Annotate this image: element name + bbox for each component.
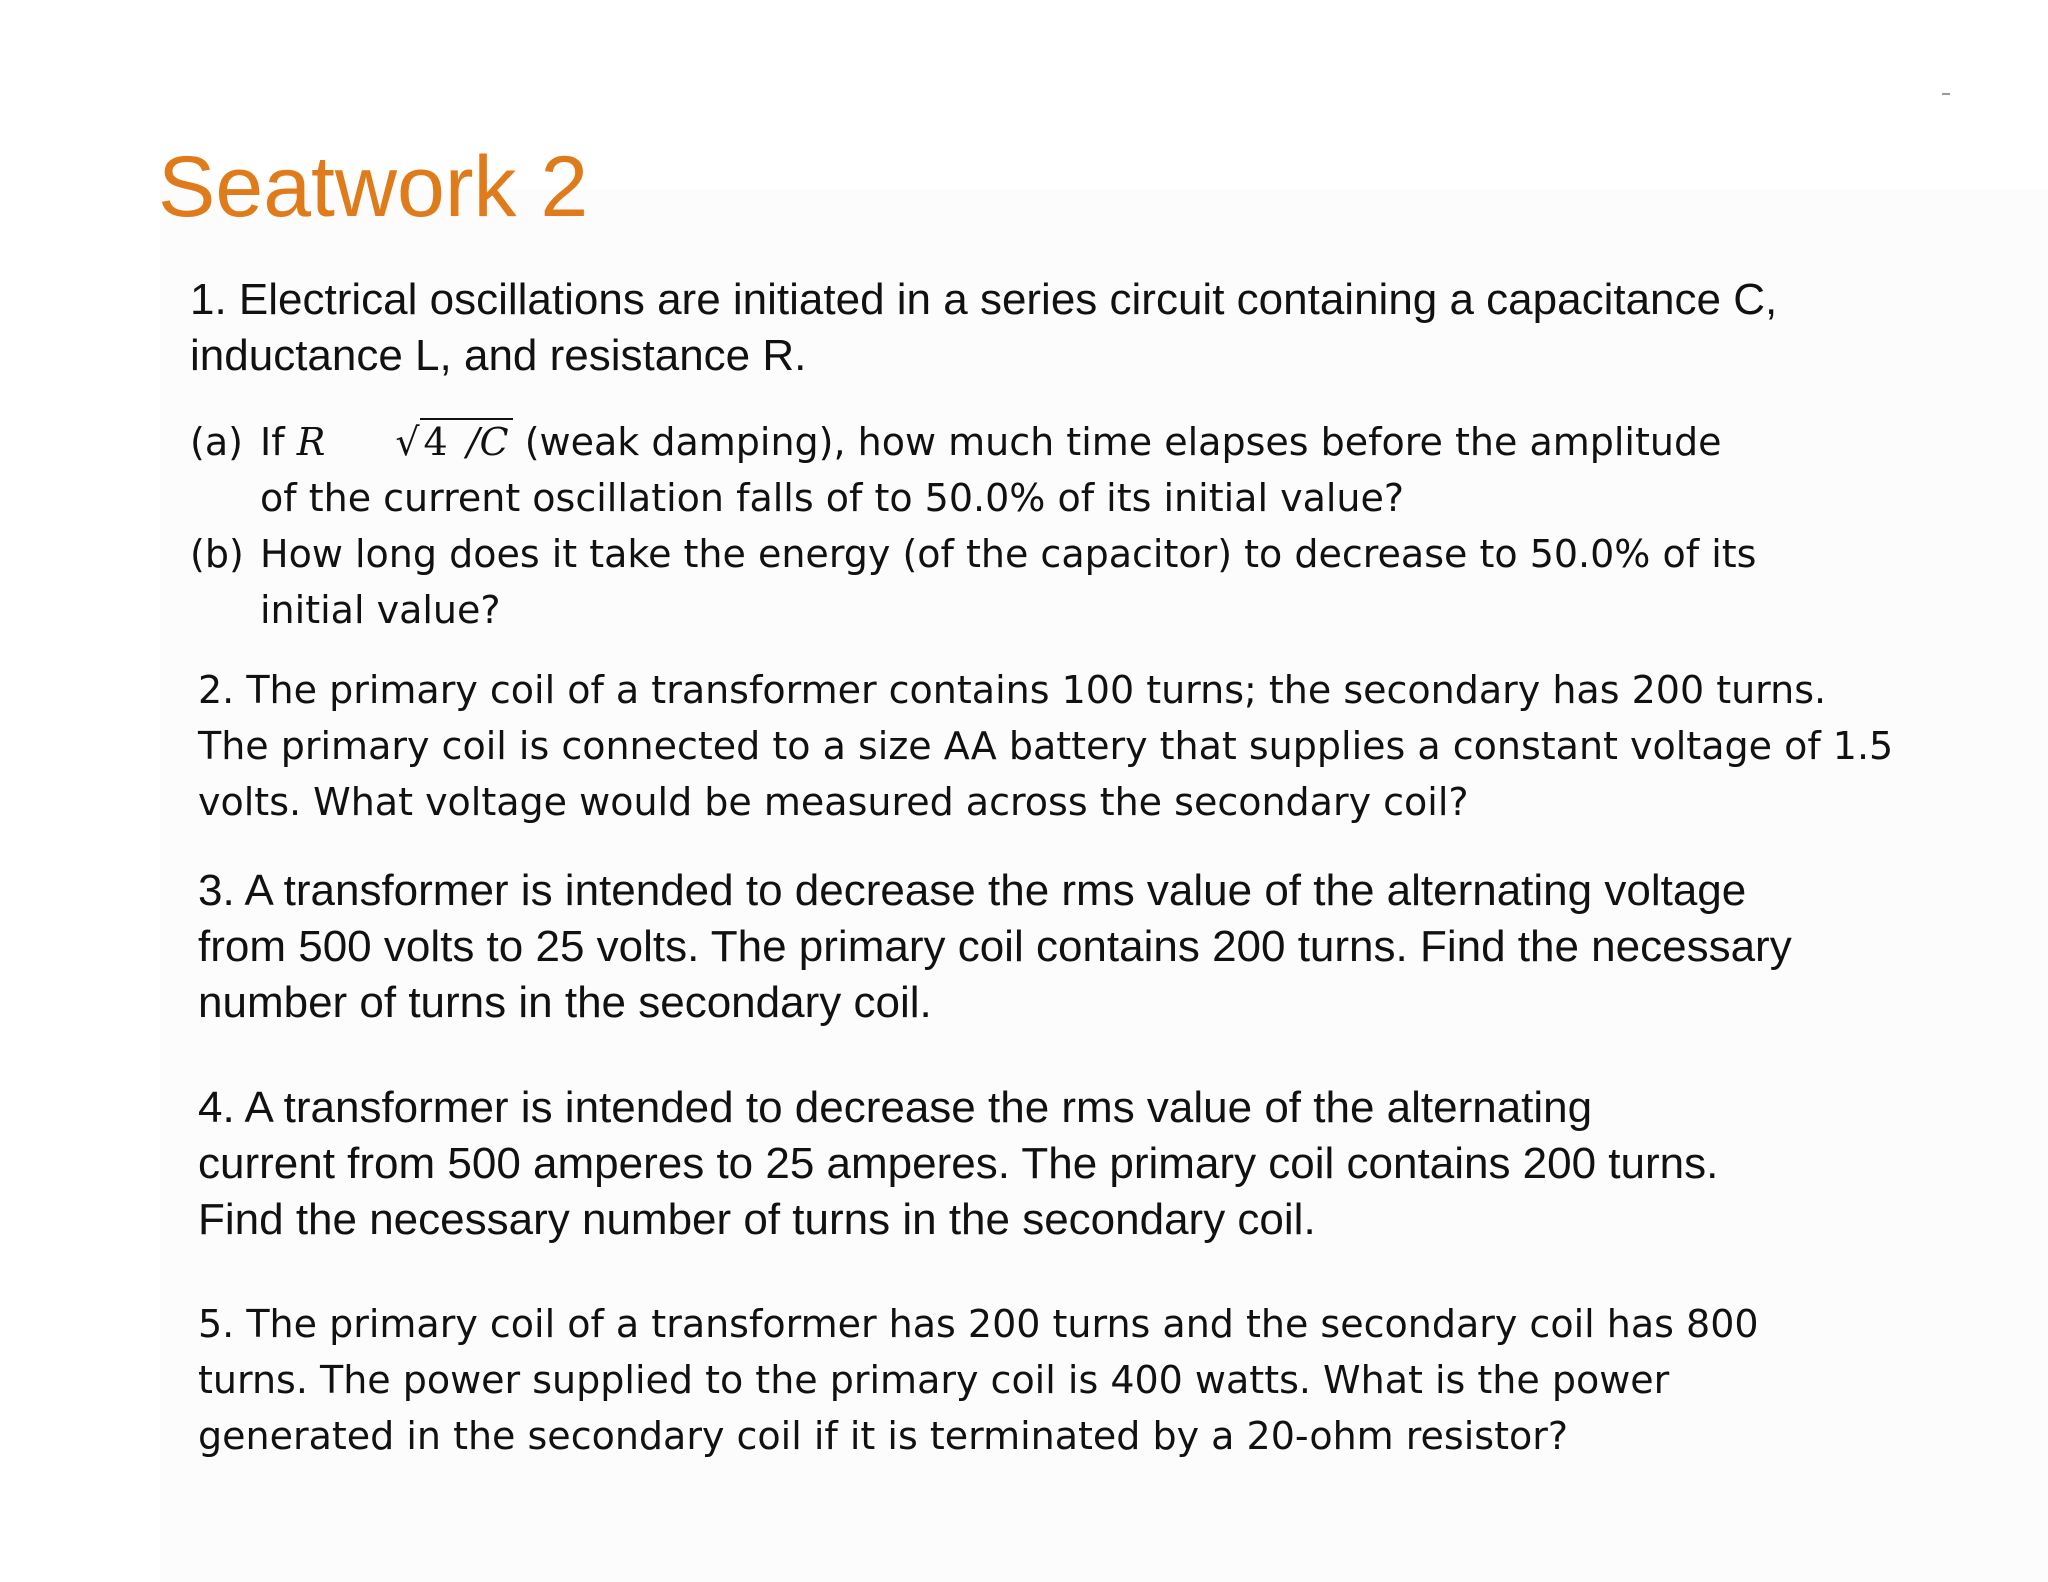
slide-title: Seatwork 2	[158, 139, 589, 235]
question-3-line: from 500 volts to 25 volts. The primary coil contains 200 turns. Find the necessary	[198, 922, 1792, 971]
part-b-label: (b)	[190, 532, 244, 576]
part-a-line-1	[260, 414, 1721, 470]
part-a-line-2: of the current oscillation falls of to 50.0% of its initial value?	[260, 476, 1405, 520]
part-a-rest: (weak damping), how much time elapses before the amplitude	[524, 420, 1722, 464]
question-2-line: volts. What voltage would be measured across the secondary coil?	[198, 780, 1469, 824]
part-a-label: (a)	[190, 420, 243, 464]
question-2-line: The primary coil is connected to a size AA battery that supplies a constant voltage of 1.5	[198, 724, 1894, 768]
question-4-line: 4. A transformer is intended to decrease the rms value of the alternating	[198, 1083, 1593, 1132]
radicand-number: 4	[423, 420, 448, 464]
radicand-denominator: /C	[466, 420, 509, 464]
part-b-text	[260, 526, 1756, 638]
question-5	[198, 1296, 1759, 1464]
radicand	[420, 418, 513, 464]
corner-mark	[1942, 93, 1950, 95]
question-4	[198, 1080, 1718, 1248]
question-4-line: Find the necessary number of turns in the secondary coil.	[198, 1195, 1316, 1244]
question-1	[190, 272, 1777, 384]
question-5-line: turns. The power supplied to the primary coil is 400 watts. What is the power	[198, 1358, 1670, 1402]
part-a-text	[260, 414, 1721, 526]
question-2	[198, 662, 1893, 830]
question-2-line: 2. The primary coil of a transformer contains 100 turns; the secondary has 200 turns.	[198, 668, 1827, 712]
part-a-prefix: If	[260, 420, 285, 464]
question-3-line: 3. A transformer is intended to decrease the rms value of the alternating voltage	[198, 866, 1747, 915]
question-3-line: number of turns in the secondary coil.	[198, 978, 932, 1027]
question-5-line: generated in the secondary coil if it is terminated by a 20-ohm resistor?	[198, 1414, 1569, 1458]
question-1-line: 1. Electrical oscillations are initiated in a series circuit containing a capacitance C,	[190, 275, 1778, 324]
part-b-line-1: How long does it take the energy (of the capacitor) to decrease to 50.0% of its	[260, 532, 1757, 576]
question-1-line: inductance L, and resistance R.	[190, 331, 807, 380]
question-4-line: current from 500 amperes to 25 amperes. The primary coil contains 200 turns.	[198, 1139, 1719, 1188]
question-5-line: 5. The primary coil of a transformer has 200 turns and the secondary coil has 800	[198, 1302, 1759, 1346]
question-3	[198, 863, 1792, 1031]
resistance-symbol: R	[296, 420, 326, 464]
square-root-icon: √	[395, 420, 420, 464]
part-b-line-2: initial value?	[260, 588, 501, 632]
